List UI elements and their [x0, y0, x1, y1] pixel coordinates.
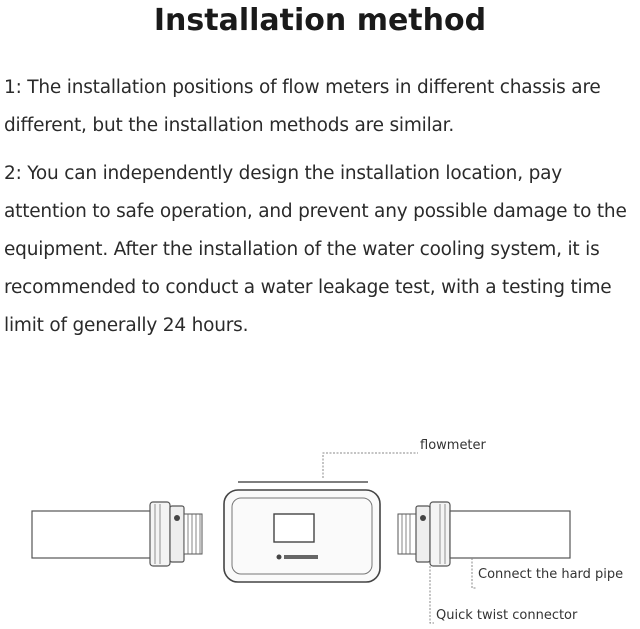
flowmeter-leader-line — [323, 453, 418, 478]
page-title: Installation method — [153, 3, 487, 38]
instruction-paragraph-2: 2: You can independently design the installation location, pay attention to safe operation, and prevent any possible damage to the equipment. After the installation of the water cooling system, it is recommended to conduct a water leakage test, with a testing time limit of generally 24 hours. — [4, 163, 627, 336]
flowmeter-body — [224, 482, 380, 582]
installation-diagram — [0, 420, 640, 629]
hard-pipe-leader-line — [472, 558, 476, 588]
left-hard-pipe — [32, 511, 152, 558]
instruction-paragraph-1: 1: The installation positions of flow meters in different chassis are different, but the installation methods are similar. — [4, 77, 601, 136]
connector-label: Quick twist connector — [436, 608, 578, 623]
right-quick-twist-connector — [398, 502, 450, 566]
flowmeter-label: flowmeter — [420, 438, 486, 453]
left-quick-twist-connector — [150, 502, 202, 566]
hard-pipe-label: Connect the hard pipe — [478, 567, 624, 582]
right-hard-pipe — [450, 511, 570, 558]
connector-leader-line — [430, 566, 434, 623]
